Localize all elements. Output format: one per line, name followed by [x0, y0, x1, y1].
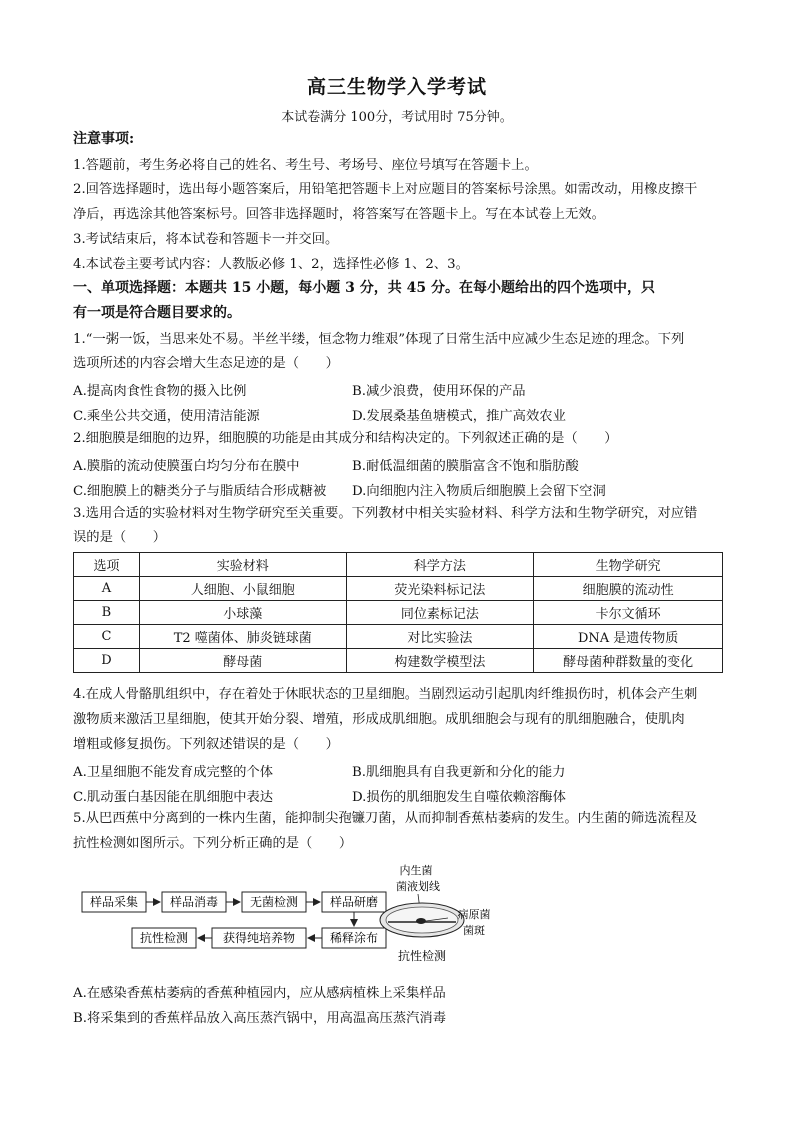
table-cell: A	[74, 577, 140, 601]
q1-option-d: D.发展桑基鱼塘模式，推广高效农业	[352, 409, 566, 424]
table-cell: DNA 是遗传物质	[534, 625, 723, 649]
q5-stem-cont: 抗性检测如图所示。下列分析正确的是（ ）	[73, 836, 353, 851]
q3-stem: 3.选用合适的实验材料对生物学研究至关重要。下列教材中相关实验材料、科学方法和生物学研究，对应错	[73, 506, 698, 521]
q4-option-d: D.损伤的肌细胞发生自噬依赖溶酶体	[352, 790, 566, 805]
q4-option-b: B.肌细胞具有自我更新和分化的能力	[352, 765, 566, 780]
table-cell: T2 噬菌体、肺炎链球菌	[139, 625, 346, 649]
q4-stem: 4.在成人骨骼肌组织中，存在着处于休眠状态的卫星细胞。当剧烈运动引起肌肉纤维损伤时，机体会产生刺	[73, 687, 698, 702]
q5-option-a: A.在感染香蕉枯萎病的香蕉种植园内，应从感病植株上采集样品	[73, 986, 446, 1001]
table-cell: D	[74, 649, 140, 673]
q4-option-a: A.卫星细胞不能发育成完整的个体	[73, 765, 273, 780]
q3-table	[73, 552, 723, 673]
page-title: 高三生物学入学考试	[306, 76, 487, 98]
table-cell: 酵母菌	[139, 649, 346, 673]
q3-stem-cont: 误的是（ ）	[73, 530, 167, 545]
q5-option-b: B.将采集到的香蕉样品放入高压蒸汽锅中，用高温高压蒸汽消毒	[73, 1011, 447, 1026]
table-cell: 酵母菌种群数量的变化	[534, 649, 723, 673]
q5-stem: 5.从巴西蕉中分离到的一株内生菌，能抑制尖孢镰刀菌，从而抑制香蕉枯萎病的发生。内生菌的筛选流程及	[73, 811, 698, 826]
pathogen-spot	[416, 918, 426, 924]
table-row	[74, 577, 723, 601]
page-subtitle: 本试卷满分 100分，考试用时 75分钟。	[281, 110, 513, 125]
notice-heading: 注意事项:	[73, 131, 135, 147]
section-heading: 一、单项选择题：本题共 15 小题，每小题 3 分，共 45 分。在每小题给出的四个选项中，只	[73, 280, 655, 296]
q2-option-a: A.膜脂的流动使膜蛋白均匀分布在膜中	[73, 459, 300, 474]
table-cell: C	[74, 625, 140, 649]
q5-flow-diagram	[70, 862, 510, 970]
flow-step: 样品研磨	[329, 895, 379, 909]
table-row	[74, 625, 723, 649]
dish-caption: 抗性检测	[397, 949, 447, 963]
notice-item: 净后，再选涂其他答案标号。回答非选择题时，将答案写在答题卡上。写在本试卷上无效。	[73, 207, 605, 222]
q2-option-b: B.耐低温细菌的膜脂富含不饱和脂肪酸	[352, 459, 579, 474]
table-cell: 人细胞、小鼠细胞	[139, 577, 346, 601]
flow-step: 获得纯培养物	[222, 931, 296, 945]
q1-option-c: C.乘坐公共交通，使用清洁能源	[73, 409, 260, 424]
q1-stem-cont: 选项所述的内容会增大生态足迹的是（ ）	[73, 356, 339, 371]
q4-stem-cont: 增粗或修复损伤。下列叙述错误的是（ ）	[73, 737, 339, 752]
q1-option-b: B.减少浪费，使用环保的产品	[352, 384, 526, 399]
notice-item: 3.考试结束后，将本试卷和答题卡一并交回。	[73, 232, 339, 247]
q2-option-d: D.向细胞内注入物质后细胞膜上会留下空洞	[352, 484, 606, 499]
table-cell: 荧光染料标记法	[346, 577, 534, 601]
flow-step: 样品采集	[89, 895, 139, 909]
dish-label: 内生菌	[399, 864, 433, 877]
table-header-cell: 选项	[74, 553, 140, 577]
flow-step: 稀释涂布	[329, 931, 379, 945]
dish-label: 菌斑	[463, 924, 485, 937]
q4-stem-cont: 激物质来激活卫星细胞，使其开始分裂、增殖，形成成肌细胞。成肌细胞会与现有的肌细胞融合，使肌肉	[73, 712, 685, 727]
table-header-cell: 科学方法	[346, 553, 534, 577]
table-cell: 细胞膜的流动性	[534, 577, 723, 601]
flow-step: 样品消毒	[169, 895, 219, 909]
q1-stem: 1.“一粥一饭，当思来处不易。半丝半缕，恒念物力维艰”体现了日常生活中应减少生态足迹的理念。下列	[73, 332, 685, 347]
table-header-cell: 生物学研究	[534, 553, 723, 577]
flow-step: 抗性检测	[139, 931, 189, 945]
table-cell: 小球藻	[139, 601, 346, 625]
table-header-row	[74, 553, 723, 577]
table-cell: 同位素标记法	[346, 601, 534, 625]
table-cell: B	[74, 601, 140, 625]
table-cell: 构建数学模型法	[346, 649, 534, 673]
q1-option-a: A.提高肉食性食物的摄入比例	[73, 384, 247, 399]
q4-option-c: C.肌动蛋白基因能在肌细胞中表达	[73, 790, 274, 805]
table-cell: 对比实验法	[346, 625, 534, 649]
dish-label: 菌液划线	[396, 880, 440, 893]
notice-item: 2.回答选择题时，选出每小题答案后，用铅笔把答题卡上对应题目的答案标号涂黑。如需改动，用橡皮擦干	[73, 182, 698, 197]
table-header-cell: 实验材料	[139, 553, 346, 577]
flow-step: 无菌检测	[249, 895, 299, 909]
notice-item: 4.本试卷主要考试内容：人教版必修 1、2，选择性必修 1、2、3。	[73, 257, 469, 272]
q2-option-c: C.细胞膜上的糖类分子与脂质结合形成糖被	[73, 484, 327, 499]
table-row	[74, 649, 723, 673]
q2-stem: 2.细胞膜是细胞的边界，细胞膜的功能是由其成分和结构决定的。下列叙述正确的是（ ）	[73, 431, 618, 446]
table-cell: 卡尔文循环	[534, 601, 723, 625]
section-heading-cont: 有一项是符合题目要求的。	[73, 305, 241, 321]
notice-item: 1.答题前，考生务必将自己的姓名、考生号、考场号、座位号填写在答题卡上。	[73, 158, 538, 173]
dish-label: 病原菌	[457, 908, 491, 921]
table-row	[74, 601, 723, 625]
